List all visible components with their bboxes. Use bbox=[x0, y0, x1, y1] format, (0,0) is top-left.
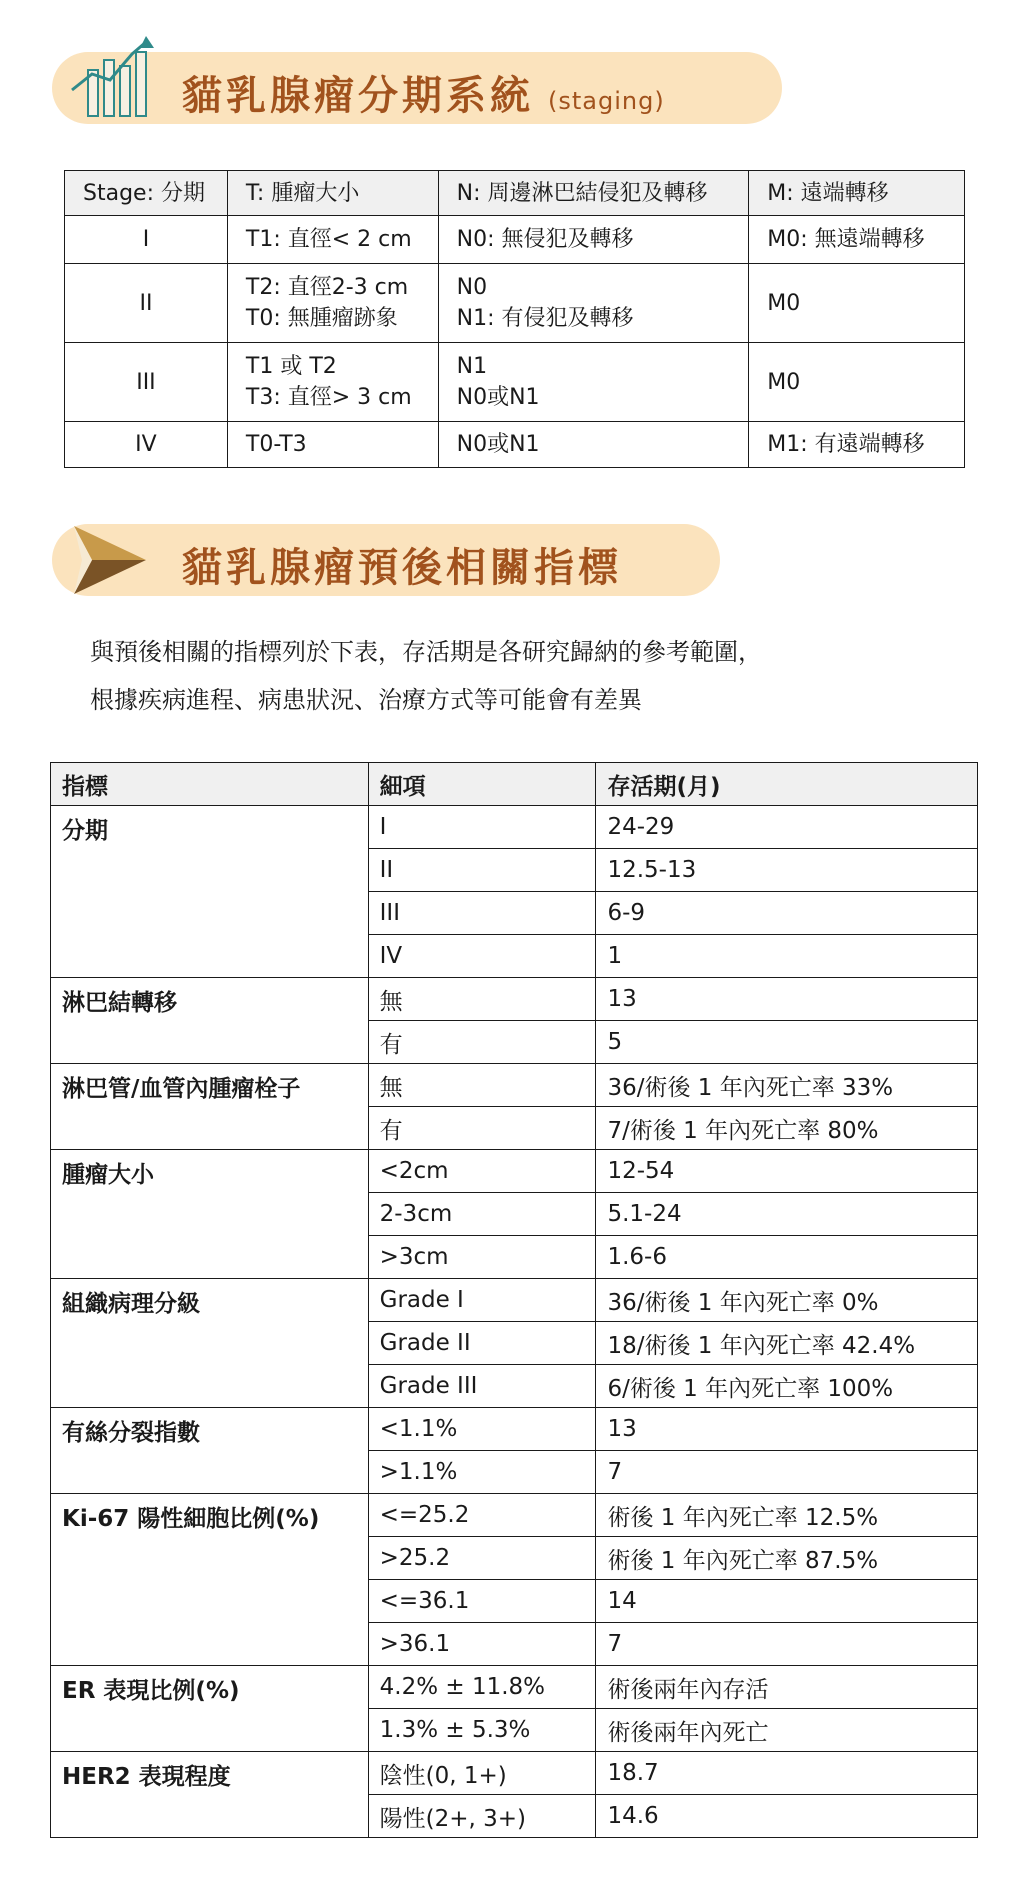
table-row bbox=[51, 1408, 978, 1451]
survival-cell: 術後 1 年內死亡率 12.5% bbox=[596, 1494, 978, 1537]
indicator-cell: 有絲分裂指數 bbox=[51, 1408, 369, 1494]
detail-cell: 陰性(0, 1+) bbox=[368, 1752, 596, 1795]
stage-cell: IV bbox=[65, 422, 228, 468]
prognosis-body bbox=[51, 806, 978, 1838]
t-cell bbox=[227, 216, 438, 264]
staging-header: N: 周邊淋巴結侵犯及轉移 bbox=[438, 171, 749, 216]
indicator-cell: 組織病理分級 bbox=[51, 1279, 369, 1408]
table-row bbox=[51, 1494, 978, 1537]
staging-header-row bbox=[65, 171, 965, 216]
prognosis-header: 細項 bbox=[368, 763, 596, 806]
survival-cell: 6/術後 1 年內死亡率 100% bbox=[596, 1365, 978, 1408]
m-cell: M0 bbox=[749, 264, 965, 343]
n-line: N0或N1 bbox=[456, 385, 540, 410]
detail-cell: 無 bbox=[368, 1064, 596, 1107]
survival-cell: 13 bbox=[596, 1408, 978, 1451]
detail-cell: 4.2% ± 11.8% bbox=[368, 1666, 596, 1709]
detail-cell: IV bbox=[368, 935, 596, 978]
survival-cell: 7/術後 1 年內死亡率 80% bbox=[596, 1107, 978, 1150]
survival-cell: 1 bbox=[596, 935, 978, 978]
prognosis-header: 存活期(月) bbox=[596, 763, 978, 806]
t-line: T3: 直徑> 3 cm bbox=[245, 385, 412, 410]
stage-cell: I bbox=[65, 216, 228, 264]
indicator-cell: Ki-67 陽性細胞比例(%) bbox=[51, 1494, 369, 1666]
n-line: N1: 有侵犯及轉移 bbox=[456, 306, 634, 331]
survival-cell: 14 bbox=[596, 1580, 978, 1623]
section1-title: 貓乳腺瘤分期系統 bbox=[182, 73, 534, 119]
n-cell bbox=[438, 264, 749, 343]
t-line: T0: 無腫瘤跡象 bbox=[245, 306, 398, 331]
survival-cell: 14.6 bbox=[596, 1795, 978, 1838]
detail-cell: >3cm bbox=[368, 1236, 596, 1279]
staging-table bbox=[64, 170, 965, 468]
indicator-cell: HER2 表現程度 bbox=[51, 1752, 369, 1838]
m-cell: M0 bbox=[749, 343, 965, 422]
n-line: N0: 無侵犯及轉移 bbox=[456, 227, 634, 252]
survival-cell: 13 bbox=[596, 978, 978, 1021]
table-row bbox=[51, 1279, 978, 1322]
detail-cell: Grade III bbox=[368, 1365, 596, 1408]
detail-cell: Grade I bbox=[368, 1279, 596, 1322]
table-row bbox=[51, 1064, 978, 1107]
detail-cell: <2cm bbox=[368, 1150, 596, 1193]
n-line: N1 bbox=[456, 354, 488, 379]
intro-text bbox=[90, 628, 762, 724]
detail-cell: <=36.1 bbox=[368, 1580, 596, 1623]
staging-row bbox=[65, 216, 965, 264]
staging-row bbox=[65, 264, 965, 343]
t-cell bbox=[227, 264, 438, 343]
t-line: T1: 直徑< 2 cm bbox=[245, 227, 412, 252]
survival-cell: 術後兩年內存活 bbox=[596, 1666, 978, 1709]
detail-cell: Grade II bbox=[368, 1322, 596, 1365]
arrow-triangle-icon bbox=[70, 522, 150, 598]
t-cell bbox=[227, 422, 438, 468]
detail-cell: I bbox=[368, 806, 596, 849]
detail-cell: 有 bbox=[368, 1107, 596, 1150]
survival-cell: 36/術後 1 年內死亡率 0% bbox=[596, 1279, 978, 1322]
detail-cell: 有 bbox=[368, 1021, 596, 1064]
detail-cell: II bbox=[368, 849, 596, 892]
n-line: N0 bbox=[456, 275, 488, 300]
indicator-cell: ER 表現比例(%) bbox=[51, 1666, 369, 1752]
t-line: T0-T3 bbox=[245, 432, 307, 457]
intro-line: 與預後相關的指標列於下表，存活期是各研究歸納的參考範圍， bbox=[90, 638, 762, 666]
survival-cell: 5 bbox=[596, 1021, 978, 1064]
survival-cell: 6-9 bbox=[596, 892, 978, 935]
survival-cell: 術後兩年內死亡 bbox=[596, 1709, 978, 1752]
detail-cell: >25.2 bbox=[368, 1537, 596, 1580]
t-line: T1 或 T2 bbox=[245, 354, 337, 379]
prognosis-header: 指標 bbox=[51, 763, 369, 806]
table-row bbox=[51, 806, 978, 849]
growth-chart-icon bbox=[66, 34, 156, 124]
section2-title: 貓乳腺瘤預後相關指標 bbox=[182, 545, 622, 591]
n-cell bbox=[438, 422, 749, 468]
table-row bbox=[51, 1666, 978, 1709]
survival-cell: 7 bbox=[596, 1623, 978, 1666]
survival-cell: 36/術後 1 年內死亡率 33% bbox=[596, 1064, 978, 1107]
m-cell: M1: 有遠端轉移 bbox=[749, 422, 965, 468]
section1-subtitle: (staging) bbox=[548, 87, 665, 115]
staging-row bbox=[65, 422, 965, 468]
n-line: N0或N1 bbox=[456, 432, 540, 457]
detail-cell: III bbox=[368, 892, 596, 935]
survival-cell: 1.6-6 bbox=[596, 1236, 978, 1279]
prognosis-table bbox=[50, 762, 978, 1838]
stage-cell: III bbox=[65, 343, 228, 422]
survival-cell: 18/術後 1 年內死亡率 42.4% bbox=[596, 1322, 978, 1365]
t-line: T2: 直徑2-3 cm bbox=[245, 275, 409, 300]
table-row bbox=[51, 1752, 978, 1795]
detail-cell: 陽性(2+, 3+) bbox=[368, 1795, 596, 1838]
survival-cell: 術後 1 年內死亡率 87.5% bbox=[596, 1537, 978, 1580]
detail-cell: >1.1% bbox=[368, 1451, 596, 1494]
table-row bbox=[51, 978, 978, 1021]
m-cell: M0: 無遠端轉移 bbox=[749, 216, 965, 264]
detail-cell: <=25.2 bbox=[368, 1494, 596, 1537]
prognosis-header-row bbox=[51, 763, 978, 806]
survival-cell: 12.5-13 bbox=[596, 849, 978, 892]
intro-line: 根據疾病進程、病患狀況、治療方式等可能會有差異 bbox=[90, 686, 642, 714]
staging-header: Stage: 分期 bbox=[65, 171, 228, 216]
detail-cell: 2-3cm bbox=[368, 1193, 596, 1236]
survival-cell: 7 bbox=[596, 1451, 978, 1494]
stage-cell: II bbox=[65, 264, 228, 343]
indicator-cell: 淋巴管/血管內腫瘤栓子 bbox=[51, 1064, 369, 1150]
indicator-cell: 腫瘤大小 bbox=[51, 1150, 369, 1279]
survival-cell: 24-29 bbox=[596, 806, 978, 849]
survival-cell: 18.7 bbox=[596, 1752, 978, 1795]
n-cell bbox=[438, 216, 749, 264]
staging-header: M: 遠端轉移 bbox=[749, 171, 965, 216]
detail-cell: 1.3% ± 5.3% bbox=[368, 1709, 596, 1752]
n-cell bbox=[438, 343, 749, 422]
table-row bbox=[51, 1150, 978, 1193]
section1-title-wrap bbox=[182, 64, 665, 121]
detail-cell: 無 bbox=[368, 978, 596, 1021]
staging-row bbox=[65, 343, 965, 422]
detail-cell: <1.1% bbox=[368, 1408, 596, 1451]
detail-cell: >36.1 bbox=[368, 1623, 596, 1666]
indicator-cell: 分期 bbox=[51, 806, 369, 978]
staging-header: T: 腫瘤大小 bbox=[227, 171, 438, 216]
indicator-cell: 淋巴結轉移 bbox=[51, 978, 369, 1064]
t-cell bbox=[227, 343, 438, 422]
survival-cell: 12-54 bbox=[596, 1150, 978, 1193]
survival-cell: 5.1-24 bbox=[596, 1193, 978, 1236]
